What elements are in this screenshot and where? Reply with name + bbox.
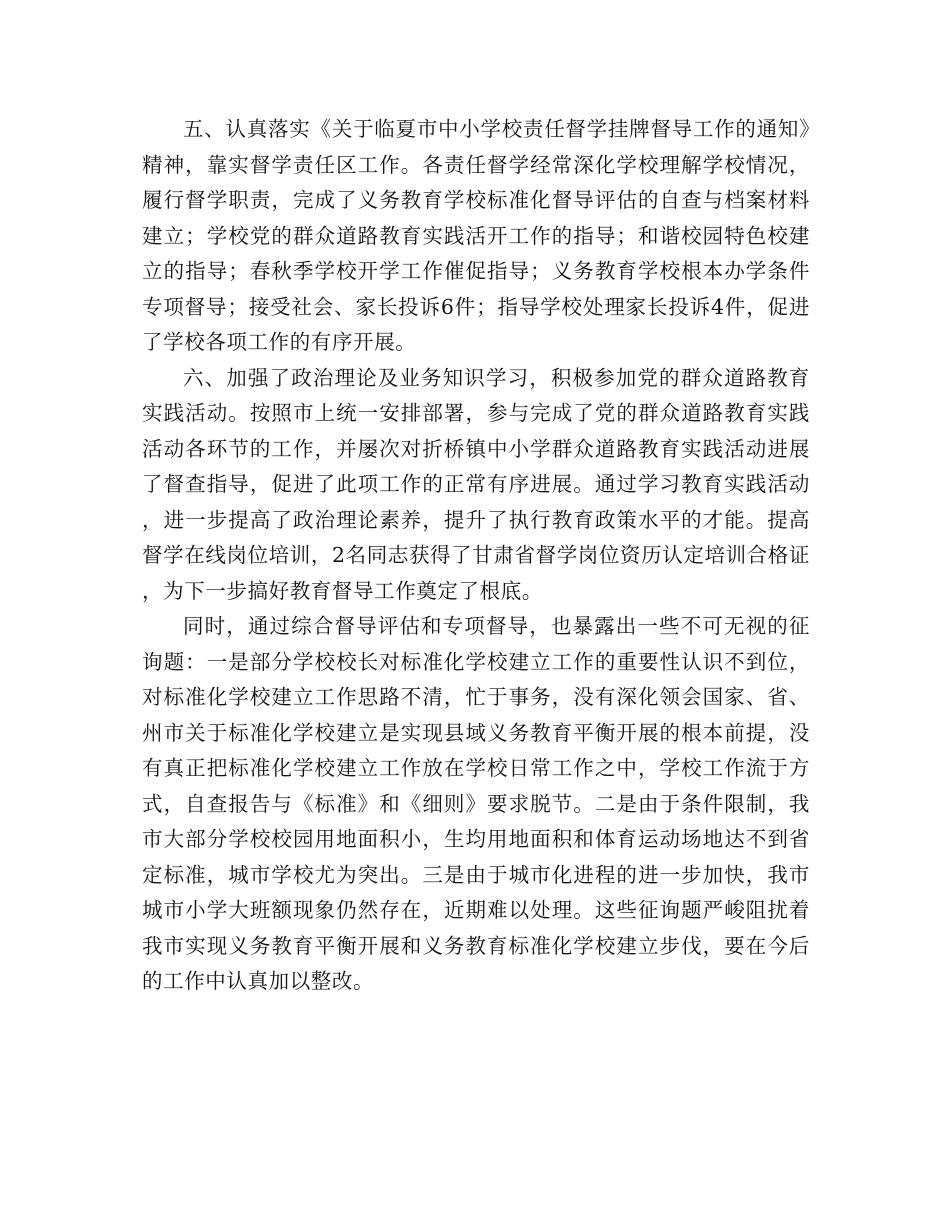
paragraph-five: 五、认真落实《关于临夏市中小学校责任督学挂牌督导工作的通知》精神，靠实督学责任区工作。各责任督学经常深化学校理解学校情况，履行督学职责，完成了义务教育学校标准化督导评估的自查与档案材料建立；学校党的群众道路教育实践活开工作的指导；和谐校园特色校建立的指导；春秋季学校开学工作催促指导；义务教育学校根本办学条件专项督导；接受社会、家长投诉6件；指导学校处理家长投诉4件，促进了学校各项工作的有序开展。 bbox=[142, 117, 810, 354]
document-body bbox=[142, 112, 810, 1000]
paragraph-six: 六、加强了政治理论及业务知识学习，积极参加党的群众道路教育实践活动。按照市上统一安排部署，参与完成了党的群众道路教育实践活动各环节的工作，并屡次对折桥镇中小学群众道路教育实践活动进展了督查指导，促进了此项工作的正常有序进展。通过学习教育实践活动，进一步提高了政治理论素养，提升了执行教育政策水平的才能。提高督学在线岗位培训，2名同志获得了甘肃省督学岗位资历认定培训合格证，为下一步搞好教育督导工作奠定了根底。 bbox=[142, 365, 810, 603]
paragraph-problems: 同时，通过综合督导评估和专项督导，也暴露出一些不可无视的征询题：一是部分学校校长对标准化学校建立工作的重要性认识不到位，对标准化学校建立工作思路不清，忙于事务，没有深化领会国家、省、州市关于标准化学校建立是实现县域义务教育平衡开展的根本前提，没有真正把标准化学校建立工作放在学校日常工作之中，学校工作流于方式，自查报告与《标准》和《细则》要求脱节。二是由于条件限制，我市大部分学校校园用地面积小，生均用地面积和体育运动场地达不到省定标准，城市学校尤为突出。三是由于城市化进程的进一步加快，我市城市小学大班额现象仍然存在，近期难以处理。这些征询题严峻阻扰着我市实现义务教育平衡开展和义务教育标准化学校建立步伐，要在今后的工作中认真加以整改。 bbox=[142, 614, 810, 993]
